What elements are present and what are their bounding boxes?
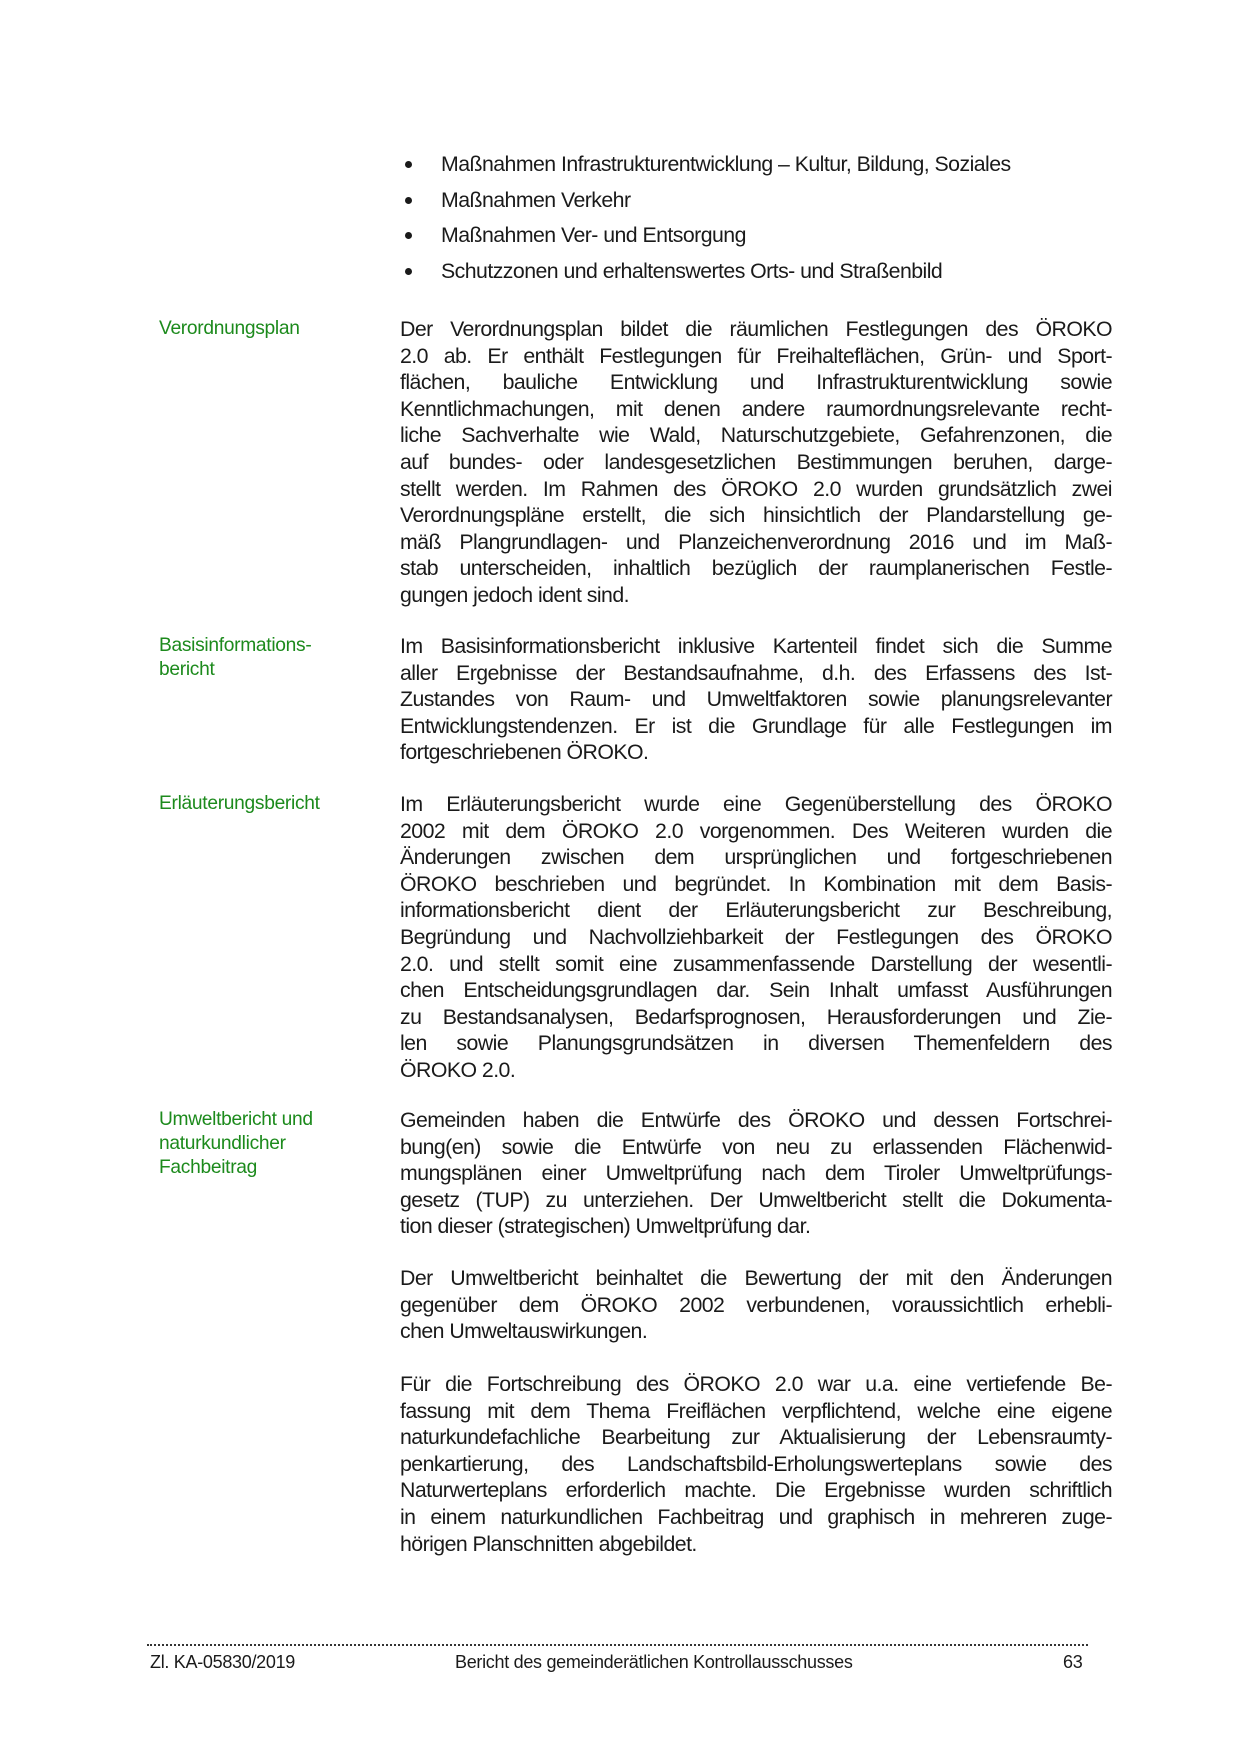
footer-title: Bericht des gemeinderätlichen Kontrollausschusses xyxy=(455,1652,853,1672)
text-line: len sowie Planungsgrundsätzen in diversen Themenfeldern des xyxy=(400,1031,1112,1056)
text-line: flächen, bauliche Entwicklung und Infrastrukturentwicklung sowie xyxy=(400,370,1112,395)
text-line: Zustandes von Raum- und Umweltfaktoren sowie planungsrelevanter xyxy=(400,687,1112,712)
paragraph xyxy=(400,1371,1112,1557)
text-line: gegenüber dem ÖROKO 2002 verbundenen, voraussichtlich erhebli- xyxy=(400,1292,1112,1317)
text-line: in einem naturkundlichen Fachbeitrag und graphisch in mehreren zuge- xyxy=(400,1504,1112,1529)
bullet-item xyxy=(400,219,1120,255)
section-label-erlaeuterungsbericht xyxy=(159,792,320,816)
bullet-icon xyxy=(405,197,412,204)
text-line: 2.0 ab. Er enthält Festlegungen für Freihalteflächen, Grün- und Sport- xyxy=(400,343,1112,368)
label-line: Fachbeitrag xyxy=(159,1157,258,1178)
bullet-item xyxy=(400,255,1120,291)
text-line: stab unterscheiden, inhaltlich bezüglich der raumplanerischen Festle- xyxy=(400,556,1112,581)
section-body-basisinformationsbericht xyxy=(400,633,1112,766)
section-body-erlaeuterungsbericht xyxy=(400,791,1112,1084)
text-line: stellt werden. Im Rahmen des ÖROKO 2.0 wurden grundsätzlich zwei xyxy=(400,476,1112,501)
text-line: mungsplänen einer Umweltprüfung nach dem Tiroler Umweltprüfungs- xyxy=(400,1161,1112,1186)
text-line: bung(en) sowie die Entwürfe von neu zu erlassenden Flächenwid- xyxy=(400,1134,1112,1159)
bullet-text: Maßnahmen Infrastrukturentwicklung – Kultur, Bildung, Soziales xyxy=(441,152,1011,176)
text-line: aller Ergebnisse der Bestandsaufnahme, d.h. des Erfassens des Ist- xyxy=(400,660,1112,685)
measures-bullet-list xyxy=(400,148,1120,291)
label-line: Umweltbericht und xyxy=(159,1109,313,1130)
text-line: ÖROKO beschrieben und begründet. In Kombination mit dem Basis- xyxy=(400,871,1112,896)
text-line: auf bundes- oder landesgesetzlichen Bestimmungen beruhen, darge- xyxy=(400,449,1112,474)
section-label-umweltbericht xyxy=(159,1108,313,1180)
text-line: ÖROKO 2.0. xyxy=(400,1057,516,1082)
paragraph xyxy=(400,316,1112,609)
paragraph xyxy=(400,1265,1112,1345)
footer-reference: Zl. KA-05830/2019 xyxy=(150,1652,295,1672)
text-line: Änderungen zwischen dem ursprünglichen und fortgeschriebenen xyxy=(400,845,1112,870)
bullet-icon xyxy=(405,232,412,239)
bullet-text: Schutzzonen und erhaltenswertes Orts- und Straßenbild xyxy=(441,259,943,284)
text-line: Verordnungspläne erstellt, die sich hinsichtlich der Plandarstellung ge- xyxy=(400,503,1112,528)
text-line: Der Umweltbericht beinhaltet die Bewertung der mit den Änderungen xyxy=(400,1266,1112,1290)
section-label-verordnungsplan xyxy=(159,317,300,341)
bullet-icon xyxy=(405,268,412,275)
text-line: penkartierung, des Landschaftsbild-Erholungswerteplans sowie des xyxy=(400,1451,1112,1476)
section-body-umweltbericht xyxy=(400,1107,1112,1240)
text-line: fassung mit dem Thema Freiflächen verpflichtend, welche eine eigene xyxy=(400,1398,1112,1423)
text-line: liche Sachverhalte wie Wald, Naturschutzgebiete, Gefahrenzonen, die xyxy=(400,423,1112,448)
label-line: Basisinformations- xyxy=(159,635,312,656)
text-line: chen Entscheidungsgrundlagen dar. Sein Inhalt umfasst Ausführungen xyxy=(400,978,1112,1003)
paragraph xyxy=(400,1107,1112,1240)
text-line: naturkundefachliche Bearbeitung zur Aktualisierung der Lebensraumty- xyxy=(400,1425,1112,1450)
text-line: Für die Fortschreibung des ÖROKO 2.0 war u.a. eine vertiefende Be- xyxy=(400,1372,1112,1396)
text-line: gesetz (TUP) zu unterziehen. Der Umweltbericht stellt die Dokumenta- xyxy=(400,1187,1112,1212)
section-label-basisinformationsbericht xyxy=(159,634,311,682)
section-body-umweltbericht-p3 xyxy=(400,1371,1112,1557)
text-line: chen Umweltauswirkungen. xyxy=(400,1319,648,1344)
label-line: naturkundlicher xyxy=(159,1133,286,1154)
paragraph xyxy=(400,791,1112,1084)
bullet-item xyxy=(400,148,1120,184)
bullet-item xyxy=(400,184,1120,220)
text-line: 2.0. und stellt somit eine zusammenfassende Darstellung der wesentli- xyxy=(400,951,1112,976)
text-line: Kenntlichmachungen, mit denen andere raumordnungsrelevante recht- xyxy=(400,396,1112,421)
text-line: Im Basisinformationsbericht inklusive Kartenteil findet sich die Summe xyxy=(400,634,1112,658)
label-line: Verordnungsplan xyxy=(159,318,300,339)
text-line: informationsbericht dient der Erläuterungsbericht zur Beschreibung, xyxy=(400,898,1112,923)
page-number: 63 xyxy=(1063,1652,1083,1672)
section-body-verordnungsplan xyxy=(400,316,1112,609)
text-line: Der Verordnungsplan bildet die räumlichen Festlegungen des ÖROKO xyxy=(400,317,1112,341)
text-line: hörigen Planschnitten abgebildet. xyxy=(400,1531,697,1556)
text-line: zu Bestandsanalysen, Bedarfsprognosen, Herausforderungen und Zie- xyxy=(400,1004,1112,1029)
bullet-text: Maßnahmen Verkehr xyxy=(441,187,631,212)
text-line: tion dieser (strategischen) Umweltprüfung dar. xyxy=(400,1214,811,1239)
text-line: Entwicklungstendenzen. Er ist die Grundlage für alle Festlegungen im xyxy=(400,713,1112,738)
label-line: Erläuterungsbericht xyxy=(159,793,320,814)
bullet-icon xyxy=(405,161,412,168)
text-line: Im Erläuterungsbericht wurde eine Gegenüberstellung des ÖROKO xyxy=(400,792,1112,816)
paragraph xyxy=(400,633,1112,766)
text-line: Gemeinden haben die Entwürfe des ÖROKO und dessen Fortschrei- xyxy=(400,1108,1112,1132)
bullet-text: Maßnahmen Ver- und Entsorgung xyxy=(441,223,746,248)
label-line: bericht xyxy=(159,659,215,680)
footer-divider xyxy=(147,1644,1088,1646)
text-line: 2002 mit dem ÖROKO 2.0 vorgenommen. Des Weiteren wurden die xyxy=(400,818,1112,843)
text-line: fortgeschriebenen ÖROKO. xyxy=(400,740,649,765)
text-line: Begründung und Nachvollziehbarkeit der Festlegungen des ÖROKO xyxy=(400,924,1112,949)
text-line: gungen jedoch ident sind. xyxy=(400,582,629,607)
section-body-umweltbericht-p2 xyxy=(400,1265,1112,1345)
text-line: Naturwerteplans erforderlich machte. Die Ergebnisse wurden schriftlich xyxy=(400,1478,1112,1503)
text-line: mäß Plangrundlagen- und Planzeichenverordnung 2016 und im Maß- xyxy=(400,529,1112,554)
